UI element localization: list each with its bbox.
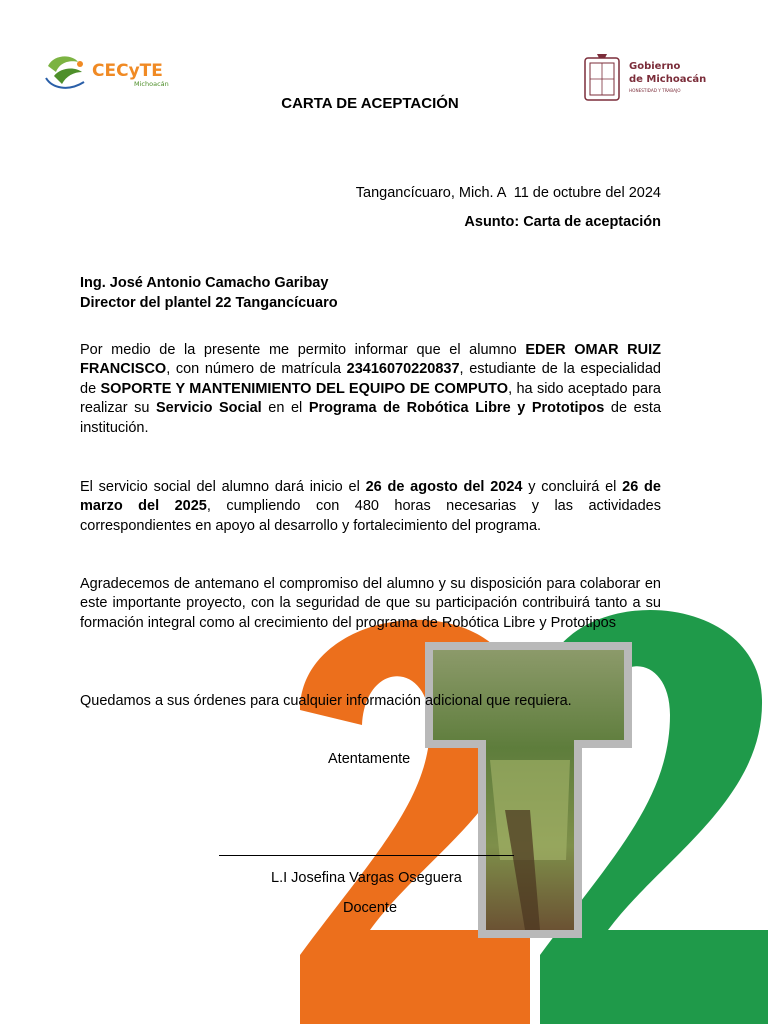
letter-date: Tangancícuaro, Mich. A 11 de octubre del 2024: [355, 185, 661, 201]
recipient-name: Ing. José Antonio Camacho Garibay: [80, 275, 329, 291]
cecyte-sub-text: Michoacán: [134, 80, 169, 88]
gobierno-tagline: HONESTIDAD Y TRABAJO: [629, 88, 681, 93]
letter-title: CARTA DE ACEPTACIÓN: [281, 95, 459, 112]
cecyte-brand-text: CECyTE: [92, 61, 163, 81]
recipient-position: Director del plantel 22 Tangancícuaro: [80, 295, 338, 311]
cecyte-logo: [44, 48, 184, 98]
gobierno-line2: de Michoacán: [629, 74, 707, 85]
paragraph-dates: El servicio social del alumno dará inicio el 26 de agosto del 2024 y concluirá el 26 de marzo del 2025, cumpliendo con 480 horas necesarias y las actividades correspondientes en apoyo al desarrollo y fortalecimiento del programa.: [80, 479, 661, 534]
paragraph-acceptance: Por medio de la presente me permito informar que el alumno EDER OMAR RUIZ FRANCISCO, con número de matrícula 23416070220837, estudiante de la especialidad de SOPORTE Y MANTENIMIENTO DEL EQUIPO DE COMPUTO, ha sido aceptado para realizar su Servicio Social en el Programa de Robótica Libre y Prototipos de esta institución.: [80, 342, 662, 436]
michoacan-coat-of-arms-icon: [585, 54, 619, 100]
paragraph-closing: Quedamos a sus órdenes para cualquier información adicional que requiera.: [80, 693, 572, 709]
start-date: 26 de agosto del 2024: [365, 479, 523, 495]
end-date: 26 de marzo del 2025: [80, 479, 661, 515]
recipient-block: [80, 273, 338, 313]
student-name: EDER OMAR RUIZ FRANCISCO: [80, 342, 661, 378]
signer-role: Docente: [343, 900, 398, 916]
closing-salutation: Atentamente: [328, 751, 411, 767]
gobierno-line1: Gobierno: [629, 61, 681, 72]
signer-name: L.I Josefina Vargas Oseguera: [271, 870, 462, 886]
letter-subject: Asunto: Carta de aceptación: [464, 214, 661, 230]
specialty: SOPORTE Y MANTENIMIENTO DEL EQUIPO DE COMPUTO: [100, 380, 509, 397]
student-id: 23416070220837: [346, 361, 460, 378]
program-name: Programa de Robótica Libre y Prototipos: [308, 400, 605, 417]
signature-line: [219, 855, 514, 856]
paragraph-thanks: Agradecemos de antemano el compromiso del alumno y su disposición para colaborar en este importante proyecto, con la seguridad de que su participación contribuirá tanto a su formación integral como al crecimiento del programa de Robótica Libre y Prototipos: [80, 576, 661, 631]
